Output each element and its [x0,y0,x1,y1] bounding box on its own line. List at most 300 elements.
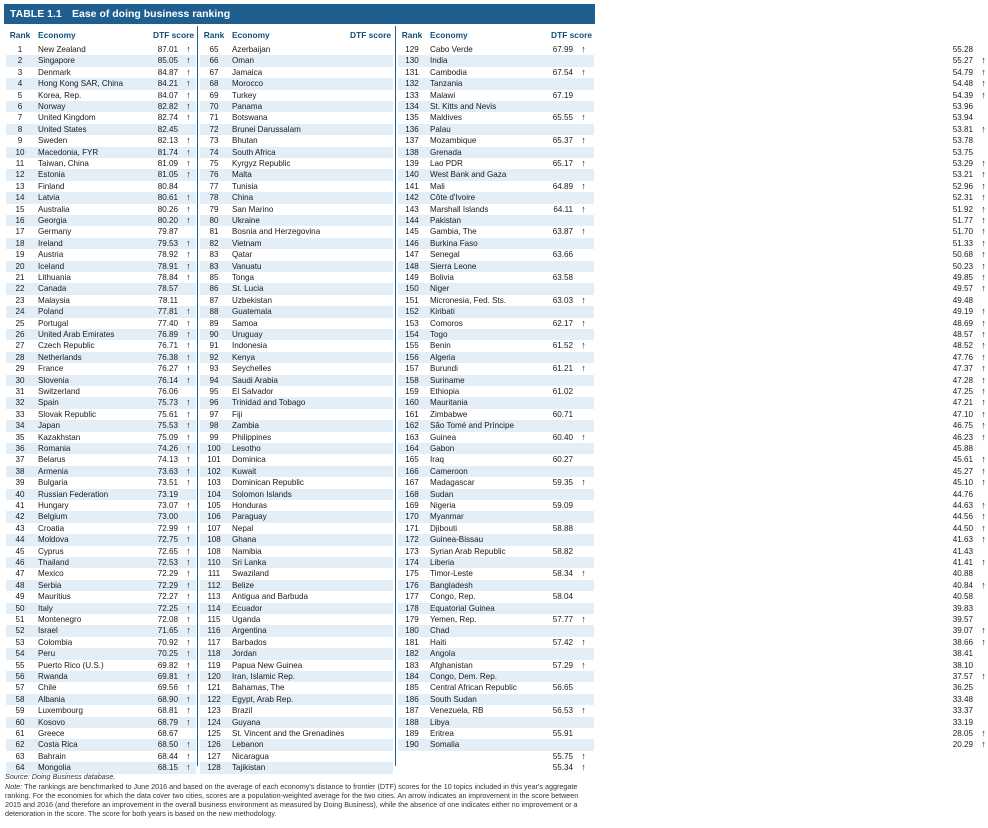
economy-cell: Macedonia, FYR [38,147,99,157]
economy-cell: Taiwan, China [38,159,89,168]
rank-cell: 122 [207,694,221,704]
dtf-score-cell: 50.23 [952,261,973,271]
rank-cell: 3 [17,67,23,77]
improvement-arrow-icon: ↑ [581,112,586,123]
economy-cell: Suriname [430,375,465,385]
rank-cell: 18 [15,238,25,248]
economy-cell: France [38,364,64,374]
economy-cell: Iceland [38,261,65,271]
rank-cell: 128 [207,763,221,773]
table-row [200,261,393,272]
dtf-score-cell: 49.19 [952,307,973,317]
rank-cell: 124 [207,717,221,727]
table-row [6,261,196,272]
improvement-arrow-icon: ↑ [186,158,191,168]
dtf-score-header: DTF score [551,30,592,40]
table-row [200,55,393,66]
rank-cell: 6 [17,102,23,111]
dtf-score-cell: 55.34 [552,763,573,773]
economy-cell: Hong Kong SAR, China [38,79,124,89]
table-row [398,169,986,180]
economy-cell: Malawi [430,90,456,100]
rank-cell: 102 [207,466,221,476]
dtf-score-cell: 50.68 [952,250,973,260]
dtf-score-cell: 68.81 [157,706,178,716]
rank-cell: 144 [405,216,419,225]
improvement-arrow-icon: ↑ [981,237,986,248]
improvement-arrow-icon: ↑ [186,693,191,704]
dtf-score-cell: 45.27 [952,466,973,476]
improvement-arrow-icon: ↑ [981,351,986,362]
table-row [398,295,973,306]
table-row [398,625,986,636]
table-row [6,295,196,306]
dtf-score-cell: 33.19 [952,717,973,727]
economy-header: Economy [232,30,270,40]
dtf-score-cell: 51.33 [952,238,973,248]
dtf-score-cell: 65.37 [552,136,573,146]
economy-cell: Montenegro [38,615,82,624]
economy-cell: Bulgaria [38,478,68,488]
improvement-arrow-icon: ↑ [981,671,986,681]
economy-cell: Peru [38,649,56,659]
dtf-score-cell: 55.28 [952,45,973,54]
table-row [398,614,973,625]
economy-cell: India [430,56,448,66]
table-row [200,580,393,591]
economy-cell: Cyprus [38,546,64,556]
table-row [6,751,196,762]
improvement-arrow-icon: ↑ [981,408,986,419]
table-row [6,306,196,317]
dtf-score-cell: 46.75 [952,421,973,431]
table-row [398,408,986,420]
rank-cell: 99 [209,432,219,442]
economy-cell: Pakistan [430,216,462,225]
rank-cell: 78 [209,193,219,203]
dtf-score-cell: 53.96 [952,102,973,111]
economy-cell: Namibia [232,546,262,556]
economy-cell: Togo [430,330,448,339]
table-row [200,443,393,454]
rank-cell: 190 [405,740,419,750]
table-row [398,112,973,123]
table-row [6,192,196,203]
table-row [200,534,393,545]
economy-cell: Paraguay [232,512,267,522]
improvement-arrow-icon: ↑ [186,169,191,180]
table-row [6,272,196,283]
economy-cell: El Salvador [232,387,274,396]
dtf-score-cell: 68.67 [157,729,178,738]
economy-cell: Gabon [430,444,455,453]
economy-cell: Sri Lanka [232,558,267,567]
economy-cell: Morocco [232,79,264,89]
table-row [398,44,973,55]
dtf-score-cell: 82.13 [157,136,178,146]
dtf-score-cell: 55.27 [952,56,973,66]
dtf-score-cell: 78.84 [157,273,178,282]
rank-cell: 2 [17,56,23,66]
dtf-score-cell: 57.29 [552,660,573,670]
dtf-score-cell: 82.74 [157,113,178,123]
improvement-arrow-icon: ↑ [186,340,191,351]
economy-cell: Zimbabwe [430,409,468,419]
dtf-score-cell: 38.10 [952,660,973,670]
improvement-arrow-icon: ↑ [186,636,191,647]
dtf-score-cell: 49.48 [952,295,973,305]
dtf-score-cell: 46.23 [952,432,973,442]
improvement-arrow-icon: ↑ [186,272,191,282]
economy-cell: Ethiopia [430,387,460,396]
dtf-score-cell: 47.28 [952,375,973,385]
economy-cell: Qatar [232,250,253,260]
table-row [6,671,196,682]
rank-cell: 98 [209,421,219,431]
economy-cell: Senegal [430,250,460,260]
dtf-score-cell: 75.53 [157,421,178,431]
rank-cell: 71 [209,113,219,123]
improvement-arrow-icon: ↑ [186,716,191,727]
economy-cell: Tajikistan [232,763,266,773]
economy-cell: Hungary [38,501,69,510]
table-row [6,625,196,636]
table-row [398,123,986,135]
rank-cell: 66 [209,56,219,66]
improvement-arrow-icon: ↑ [186,522,191,533]
dtf-score-cell: 84.87 [157,67,178,77]
improvement-arrow-icon: ↑ [981,158,986,168]
rank-cell: 179 [405,615,419,624]
rank-cell: 75 [209,159,219,168]
dtf-score-cell: 47.10 [952,409,973,419]
note-text: The rankings are benchmarked to June 2016 and based on the average of each economy's distance to frontier (DTF) scores for the 10 topics included in this year's aggregate ranking. For the economies for which the data cover two cities, scores are a population-weighted average for the two cities. An arrow indicates an improvement in the score between 2015 and 2016 (and therefore an improvement in the overall business environment as measured by Doing Business), while the absence of one indicates either no improvement or a deterioration in the score. The score for both years is based on the new methodology. [5,782,579,818]
economy-cell: Slovenia [38,375,70,385]
improvement-arrow-icon: ↑ [186,215,191,225]
table-row [6,489,196,500]
economy-cell: Latvia [38,193,60,203]
rank-cell: 148 [405,261,419,271]
rank-cell: 120 [207,672,221,681]
dtf-score-cell: 68.90 [157,694,178,704]
improvement-arrow-icon: ↑ [186,329,191,339]
improvement-arrow-icon: ↑ [581,135,586,146]
table-row [6,375,196,386]
rank-cell: 58 [15,694,25,704]
economy-cell: Belarus [38,455,66,465]
rank-cell: 147 [405,250,419,260]
dtf-score-cell: 80.20 [157,216,178,225]
table-row [200,78,393,89]
economy-cell: Algeria [430,352,456,362]
improvement-arrow-icon: ↑ [581,705,586,716]
rank-cell: 161 [405,409,419,419]
rank-cell: 184 [405,672,419,681]
table-row [200,147,393,158]
improvement-arrow-icon: ↑ [186,443,191,453]
rank-cell: 64 [15,763,25,773]
economy-cell: Guinea-Bissau [430,535,484,545]
dtf-score-cell: 79.53 [157,238,178,248]
dtf-score-cell: 40.58 [952,592,973,602]
economy-cell: Niger [430,284,450,294]
economy-cell: Estonia [38,170,65,180]
dtf-score-cell: 56.65 [552,683,573,693]
economy-cell: Guyana [232,717,261,727]
table-row [6,44,196,55]
table-row [200,511,393,522]
dtf-score-header: DTF score [153,30,194,40]
rank-cell: 4 [17,79,23,89]
rank-cell: 93 [209,364,219,374]
table-row [398,147,973,158]
dtf-score-cell: 78.57 [157,284,178,294]
source-line: Source: Doing Business database. [5,772,116,781]
table-row [6,158,196,169]
rank-cell: 5 [17,90,23,100]
table-row [398,237,986,249]
economy-cell: Colombia [38,637,73,647]
rank-cell: 35 [15,432,25,442]
improvement-arrow-icon: ↑ [981,579,986,590]
table-row [200,671,393,682]
economy-cell: Israel [38,626,58,636]
economy-header: Economy [430,30,468,40]
dtf-score-cell: 45.61 [952,455,973,465]
economy-cell: Bolivia [430,273,454,282]
rank-cell: 61 [15,729,25,738]
dtf-score-cell: 61.21 [552,364,573,374]
economy-cell: Tunisia [232,181,258,191]
improvement-arrow-icon: ↑ [581,317,586,328]
improvement-arrow-icon: ↑ [186,237,191,248]
table-row [200,762,586,773]
economy-cell: Turkey [232,90,257,100]
economy-cell: Ghana [232,535,257,545]
improvement-arrow-icon: ↑ [581,762,586,773]
rank-cell: 160 [405,398,419,408]
table-row [398,443,973,454]
dtf-score-cell: 63.03 [552,295,573,305]
table-row [398,717,973,728]
table-row [398,397,986,408]
economy-cell: Ukraine [232,216,260,225]
rank-cell: 16 [15,216,25,225]
rank-cell: 168 [405,489,419,499]
economy-cell: Denmark [38,67,71,77]
rank-cell: 136 [405,124,419,134]
improvement-arrow-icon: ↑ [981,397,986,408]
improvement-arrow-icon: ↑ [581,614,586,624]
rank-cell: 119 [207,660,221,670]
column-header-group [398,28,594,42]
rank-cell: 140 [405,170,419,180]
rank-cell: 44 [15,535,25,545]
improvement-arrow-icon: ↑ [186,579,191,590]
economy-cell: Indonesia [232,341,268,351]
dtf-score-cell: 40.88 [952,569,973,579]
economy-cell: Burkina Faso [430,238,478,248]
rank-cell: 111 [207,569,221,579]
economy-cell: Chile [38,683,57,693]
improvement-arrow-icon: ↑ [581,659,586,670]
improvement-arrow-icon: ↑ [581,203,586,214]
rank-cell: 150 [405,284,419,294]
rank-cell: 112 [207,580,221,590]
dtf-score-cell: 63.58 [552,273,573,282]
dtf-score-cell: 61.02 [552,387,573,396]
dtf-score-cell: 47.37 [952,364,973,374]
rank-cell: 9 [17,136,23,146]
dtf-score-cell: 20.29 [952,740,973,750]
economy-cell: Canada [38,284,67,294]
rank-header: Rank [203,30,225,40]
economy-cell: Grenada [430,147,462,157]
table-row [398,477,986,488]
rank-cell: 14 [15,193,25,203]
dtf-score-cell: 69.82 [157,660,178,670]
dtf-score-cell: 81.09 [157,159,178,168]
dtf-score-cell: 52.31 [952,193,973,203]
rank-cell: 69 [209,90,219,100]
improvement-arrow-icon: ↑ [581,226,586,237]
dtf-score-cell: 72.27 [157,592,178,602]
improvement-arrow-icon: ↑ [981,89,986,100]
dtf-score-cell: 68.44 [157,751,178,761]
dtf-score-cell: 56.53 [552,706,573,716]
improvement-arrow-icon: ↑ [981,420,986,431]
table-row [398,158,986,169]
economy-cell: Albania [38,694,66,704]
rank-cell: 186 [405,694,419,704]
improvement-arrow-icon: ↑ [186,671,191,681]
economy-cell: Dominica [232,455,266,465]
table-row [6,215,196,226]
rank-cell: 1 [17,45,23,54]
table-row [200,420,393,431]
table-row [6,249,196,260]
economy-cell: Panama [232,102,263,111]
rank-cell: 32 [15,398,25,408]
economy-cell: Mali [430,181,445,191]
dtf-score-cell: 59.09 [552,501,573,510]
economy-cell: Sweden [38,136,68,146]
table-row [398,660,973,671]
dtf-score-cell: 75.09 [157,432,178,442]
table-row [6,682,196,693]
table-row [398,705,973,716]
rank-cell: 90 [209,330,219,339]
economy-cell: Bosnia and Herzegovina [232,227,321,237]
rank-cell: 86 [209,284,219,294]
table-row [398,682,973,693]
economy-cell: Mauritania [430,398,468,408]
note-label: Note: [5,782,23,791]
economy-cell: Angola [430,649,456,659]
economy-cell: Timor-Leste [430,569,473,579]
economy-cell: Benin [430,341,451,351]
economy-cell: Jordan [232,649,257,659]
economy-cell: Djibouti [430,523,457,533]
dtf-score-cell: 39.07 [952,626,973,636]
improvement-arrow-icon: ↑ [186,557,191,567]
economy-cell: Chad [430,626,450,636]
dtf-score-cell: 68.50 [157,740,178,750]
economy-cell: Mauritius [38,592,71,602]
dtf-score-cell: 53.21 [952,170,973,180]
improvement-arrow-icon: ↑ [981,500,986,510]
rank-cell: 151 [405,295,419,305]
table-row [6,124,196,135]
improvement-arrow-icon: ↑ [581,477,586,488]
table-row [200,375,393,386]
dtf-score-cell: 39.57 [952,615,973,624]
improvement-arrow-icon: ↑ [581,636,586,647]
improvement-arrow-icon: ↑ [581,66,586,77]
economy-cell: Norway [38,102,66,111]
rank-cell: 70 [209,102,219,111]
economy-cell: Georgia [38,216,67,225]
rank-cell: 43 [15,523,25,533]
improvement-arrow-icon: ↑ [186,625,191,636]
table-row [6,112,196,123]
table-row [398,546,973,557]
rank-cell: 89 [209,318,219,328]
economy-cell: Netherlands [38,352,82,362]
table-row [6,728,196,739]
table-row [398,363,986,374]
rank-cell: 173 [405,546,419,556]
improvement-arrow-icon: ↑ [581,568,586,579]
table-row [398,739,986,750]
rank-cell: 176 [405,580,419,590]
improvement-arrow-icon: ↑ [981,386,986,396]
rank-cell: 145 [405,227,419,237]
rank-cell: 31 [15,387,25,396]
economy-cell: Trinidad and Tobago [232,398,306,408]
dtf-score-header: DTF score [350,30,391,40]
dtf-score-cell: 37.57 [952,672,973,681]
economy-cell: Croatia [38,523,65,533]
rank-cell: 47 [15,569,25,579]
dtf-score-cell: 58.88 [552,523,573,533]
economy-header: Economy [38,30,76,40]
economy-cell: Kosovo [38,717,65,727]
improvement-arrow-icon: ↑ [981,431,986,442]
improvement-arrow-icon: ↑ [981,374,986,385]
improvement-arrow-icon: ↑ [981,226,986,237]
dtf-score-cell: 58.34 [552,569,573,579]
dtf-score-cell: 65.55 [552,113,573,123]
dtf-score-cell: 67.99 [552,45,573,54]
improvement-arrow-icon: ↑ [981,329,986,339]
rank-cell: 107 [207,523,221,533]
column-header-group [200,28,393,42]
table-row [6,694,196,705]
economy-cell: Kyrgyz Republic [232,159,291,168]
table-row [398,522,986,534]
dtf-score-cell: 87.01 [157,45,178,54]
rank-cell: 95 [209,387,219,396]
table-row [200,238,393,249]
rank-cell: 83 [209,250,219,260]
rank-cell: 29 [15,364,25,374]
economy-cell: Costa Rica [38,740,78,750]
dtf-score-cell: 69.56 [157,683,178,693]
dtf-score-cell: 75.73 [157,398,178,408]
dtf-score-cell: 76.89 [157,330,178,339]
rank-cell: 60 [15,717,25,727]
